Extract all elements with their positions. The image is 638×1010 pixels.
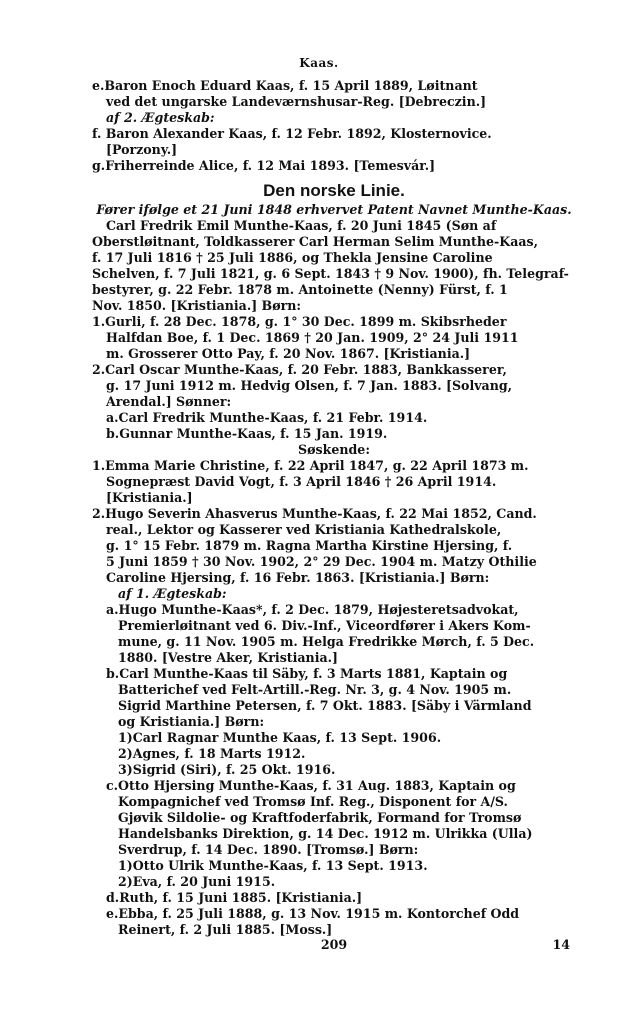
signature-mark: 14 [552,937,570,952]
text-line: Halfdan Boe, f. 1 Dec. 1869 † 20 Jan. 1909, 2° 24 Juli 1911 [106,330,519,345]
text-line: d.Ruth, f. 15 Juni 1885. [Kristiania.] [106,890,363,905]
running-head: Kaas. [299,56,339,70]
text-line: 1880. [Vestre Aker, Kristiania.] [118,650,339,665]
text-line: og Kristiania.] Børn: [118,714,265,729]
text-line: Arendal.] Sønner: [106,394,232,409]
text-line: Nov. 1850. [Kristiania.] Børn: [92,298,302,313]
text-line: 1)Carl Ragnar Munthe Kaas, f. 13 Sept. 1906. [118,730,442,745]
page-footer [92,937,576,955]
text-line: ved det ungarske Landeværnshusar-Reg. [Debreczin.] [106,94,487,109]
text-line: Batterichef ved Felt-Artill.-Reg. Nr. 3, g. 4 Nov. 1905 m. [118,682,512,697]
text-line: 2.Carl Oscar Munthe-Kaas, f. 20 Febr. 1883, Bankkasserer, [92,362,507,377]
text-line: g.Friherreinde Alice, f. 12 Mai 1893. [Temesvár.] [92,158,436,173]
text-line: 3)Sigrid (Siri), f. 25 Okt. 1916. [118,762,336,777]
text-line: c.Otto Hjersing Munthe-Kaas, f. 31 Aug. 1883, Kaptain og [106,778,516,793]
section-subtitle: Fører ifølge et 21 Juni 1848 erhvervet Patent Navnet Munthe-Kaas. [96,202,572,217]
text-line: [Porzony.] [106,142,178,157]
text-line: [Kristiania.] [106,490,193,505]
text-line: Søskende: [298,442,370,457]
text-line: Gjøvik Sildolie- og Kraftfoderfabrik, Formand for Tromsø [118,810,522,825]
text-line: Premierløitnant ved 6. Div.-Inf., Viceordfører i Akers Kom- [118,618,531,633]
text-line: real., Lektor og Kasserer ved Kristiania Kathedralskole, [106,522,502,537]
text-line: 1.Gurli, f. 28 Dec. 1878, g. 1° 30 Dec. 1899 m. Skibsrheder [92,314,507,329]
text-line: 2)Eva, f. 20 Juni 1915. [118,874,276,889]
text-line: f. Baron Alexander Kaas, f. 12 Febr. 1892, Klosternovice. [92,126,492,141]
text-line: Schelven, f. 7 Juli 1821, g. 6 Sept. 1843 † 9 Nov. 1900), fh. Telegraf- [92,266,569,281]
text-line: Caroline Hjersing, f. 16 Febr. 1863. [Kristiania.] Børn: [106,570,490,585]
text-line: 2)Agnes, f. 18 Marts 1912. [118,746,306,761]
text-line: Sverdrup, f. 14 Dec. 1890. [Tromsø.] Børn: [118,842,419,857]
text-line: f. 17 Juli 1816 † 25 Juli 1886, og Thekla Jensine Caroline [92,250,493,265]
text-line: Oberstløitnant, Toldkasserer Carl Herman Selim Munthe-Kaas, [92,234,538,249]
text-line: af 2. Ægteskab: [106,110,215,125]
section-title: Den norske Linie. [263,181,405,200]
text-line: Reinert, f. 2 Juli 1885. [Moss.] [118,922,333,937]
text-line: 1.Emma Marie Christine, f. 22 April 1847, g. 22 April 1873 m. [92,458,529,473]
text-line: Handelsbanks Direktion, g. 14 Dec. 1912 m. Ulrikka (Ulla) [118,826,533,841]
text-line: m. Grosserer Otto Pay, f. 20 Nov. 1867. [Kristiania.] [106,346,471,361]
text-line: g. 1° 15 Febr. 1879 m. Ragna Martha Kirstine Hjersing, f. [106,538,513,553]
text-line: e.Baron Enoch Eduard Kaas, f. 15 April 1889, Løitnant [92,78,478,93]
text-line: g. 17 Juni 1912 m. Hedvig Olsen, f. 7 Jan. 1883. [Solvang, [106,378,513,393]
text-line: Sigrid Marthine Petersen, f. 7 Okt. 1883. [Säby i Värmland [118,698,532,713]
text-line: mune, g. 11 Nov. 1905 m. Helga Fredrikke Mørch, f. 5 Dec. [118,634,535,649]
text-line: e.Ebba, f. 25 Juli 1888, g. 13 Nov. 1915 m. Kontorchef Odd [106,906,520,921]
text-line: b.Gunnar Munthe-Kaas, f. 15 Jan. 1919. [106,426,388,441]
text-line: 5 Juni 1859 † 30 Nov. 1902, 2° 29 Dec. 1904 m. Matzy Othilie [106,554,537,569]
text-line: 1)Otto Ulrik Munthe-Kaas, f. 13 Sept. 1913. [118,858,428,873]
text-line: a.Hugo Munthe-Kaas*, f. 2 Dec. 1879, Højesteretsadvokat, [106,602,519,617]
text-line: b.Carl Munthe-Kaas til Säby, f. 3 Marts 1881, Kaptain og [106,666,508,681]
text-line: Kompagnichef ved Tromsø Inf. Reg., Disponent for A/S. [118,794,508,809]
page-number: 209 [320,937,348,952]
text-line: Carl Fredrik Emil Munthe-Kaas, f. 20 Juni 1845 (Søn af [106,218,497,233]
genealogy-body [92,78,576,938]
text-line: a.Carl Fredrik Munthe-Kaas, f. 21 Febr. 1914. [106,410,428,425]
text-line: bestyrer, g. 22 Febr. 1878 m. Antoinette (Nenny) Fürst, f. 1 [92,282,508,297]
text-line: af 1. Ægteskab: [118,586,227,601]
text-line: Sognepræst David Vogt, f. 3 April 1846 † 26 April 1914. [106,474,497,489]
text-line: 2.Hugo Severin Ahasverus Munthe-Kaas, f. 22 Mai 1852, Cand. [92,506,537,521]
